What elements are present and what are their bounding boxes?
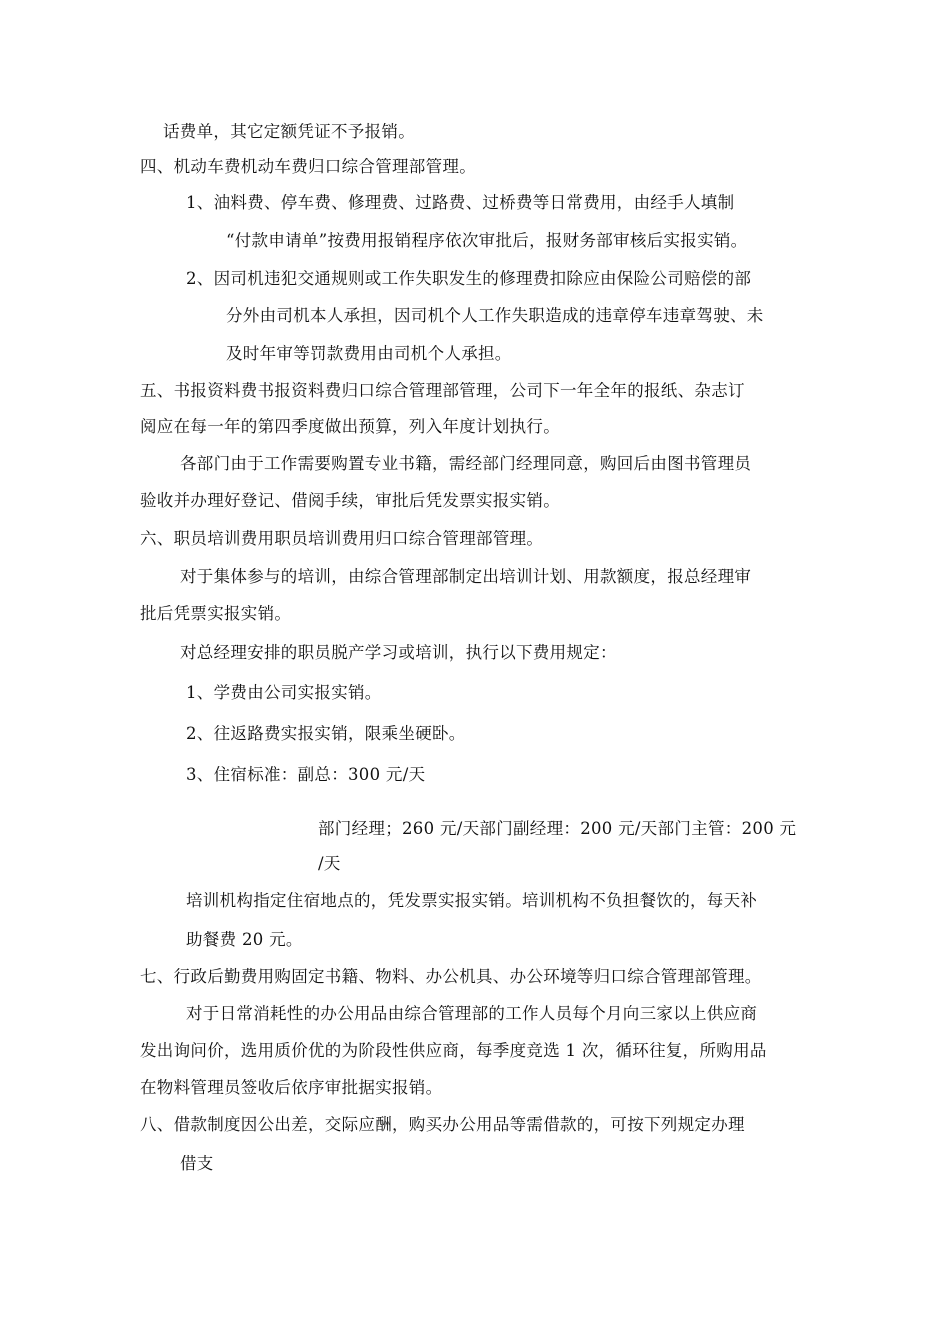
text-line: 发出询问价，选用质价优的为阶段性供应商，每季度竞选 1 次，循环往复，所购用品: [140, 1041, 767, 1060]
text-line: 在物料管理员签收后依序审批据实报销。: [140, 1078, 443, 1097]
text-line: 及时年审等罚款费用由司机个人承担。: [226, 344, 512, 363]
text-line: 1、学费由公司实报实销。: [186, 683, 382, 702]
section-heading-6: 六、职员培训费用职员培训费用归口综合管理部管理。: [140, 529, 544, 548]
text-line: 批后凭票实报实销。: [140, 604, 292, 623]
text-line: 对总经理安排的职员脱产学习或培训，执行以下费用规定：: [180, 643, 617, 662]
text-line: 3、住宿标准：副总：300 元/天: [186, 765, 426, 784]
text-line: 对于集体参与的培训，由综合管理部制定出培训计划、用款额度，报总经理审: [180, 567, 752, 586]
text-line: 分外由司机本人承担，因司机个人工作失职造成的违章停车违章驾驶、未: [226, 306, 764, 325]
section-heading-8: 八、借款制度因公出差，交际应酬，购买办公用品等需借款的，可按下列规定办理: [140, 1115, 745, 1134]
section-heading-5: 五、书报资料费书报资料费归口综合管理部管理，公司下一年全年的报纸、杂志订: [140, 381, 745, 400]
text-line: 验收并办理好登记、借阅手续，审批后凭发票实报实销。: [140, 491, 560, 510]
text-line: 2、因司机违犯交通规则或工作失职发生的修理费扣除应由保险公司赔偿的部: [186, 269, 752, 288]
text-line: “付款申请单”按费用报销程序依次审批后，报财务部审核后实报实销。: [226, 231, 748, 250]
text-line: 话费单，其它定额凭证不予报销。: [163, 122, 415, 141]
text-line: /天: [318, 854, 341, 873]
text-line: 各部门由于工作需要购置专业书籍，需经部门经理同意，购回后由图书管理员: [180, 454, 752, 473]
text-line: 部门经理；260 元/天部门副经理：200 元/天部门主管：200 元: [318, 819, 797, 838]
section-heading-7: 七、行政后勤费用购固定书籍、物料、办公机具、办公环境等归口综合管理部管理。: [140, 967, 762, 986]
text-line: 培训机构指定住宿地点的，凭发票实报实销。培训机构不负担餐饮的，每天补: [186, 891, 758, 910]
text-line: 对于日常消耗性的办公用品由综合管理部的工作人员每个月向三家以上供应商: [186, 1004, 758, 1023]
text-line: 阅应在每一年的第四季度做出预算，列入年度计划执行。: [140, 417, 560, 436]
text-line: 借支: [180, 1154, 214, 1173]
text-line: 1、油料费、停车费、修理费、过路费、过桥费等日常费用，由经手人填制: [186, 193, 735, 212]
text-line: 2、往返路费实报实销，限乘坐硬卧。: [186, 724, 466, 743]
text-line: 助餐费 20 元。: [186, 930, 303, 949]
section-heading-4: 四、机动车费机动车费归口综合管理部管理。: [140, 157, 476, 176]
